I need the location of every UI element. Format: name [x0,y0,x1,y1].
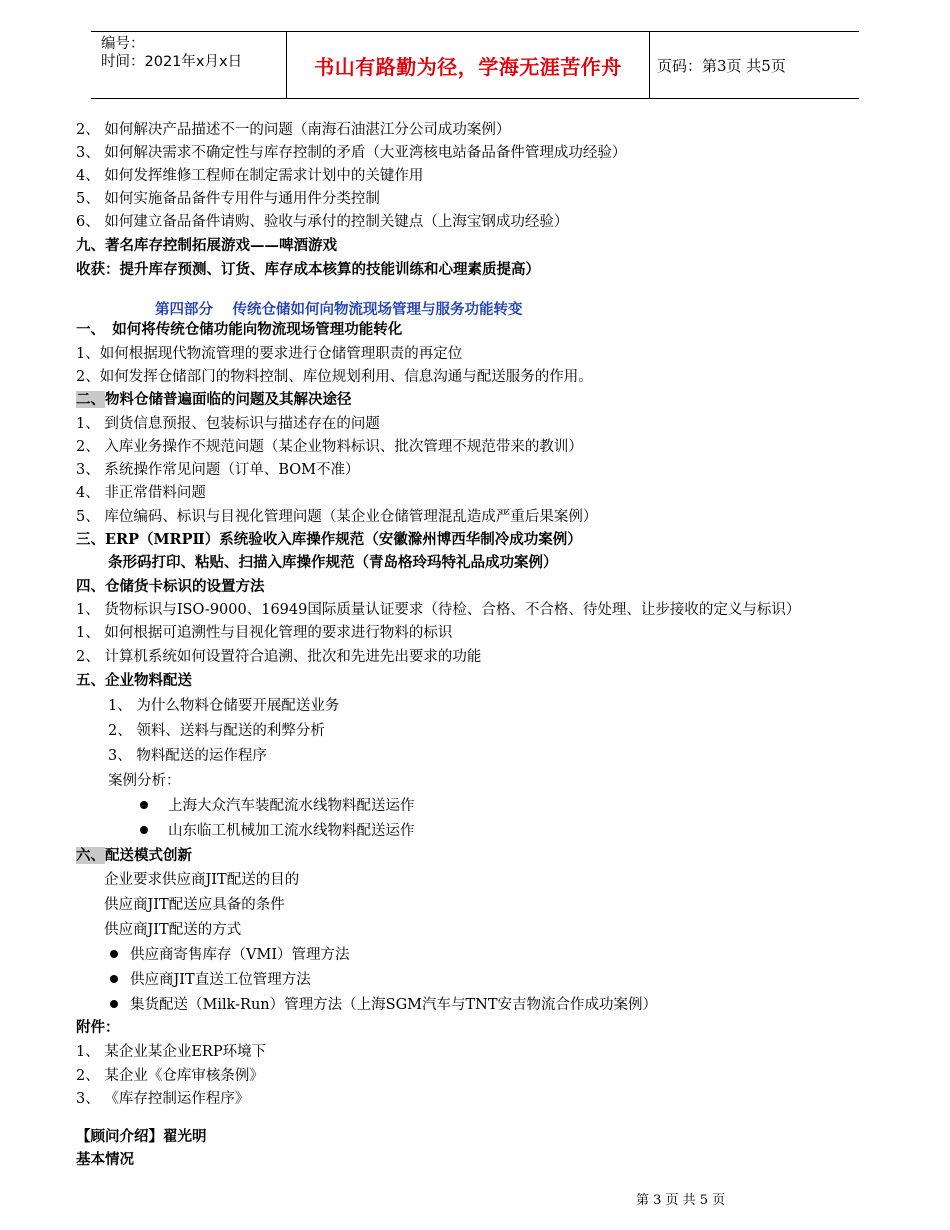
section-heading: 五、企业物料配送 [76,672,192,689]
section-heading: 九、著名库存控制拓展游戏——啤酒游戏 [76,237,337,254]
bullet-item [140,821,415,841]
list-item: 供应商JIT配送的方式 [104,922,242,938]
list-item: 3、 系统操作常见问题（订单、BOM不准） [76,462,360,478]
part-title: 第四部分 传统仓储如何向物流现场管理与服务功能转变 [155,301,523,318]
header-meta [91,32,286,98]
list-item: 供应商JIT配送应具备的条件 [104,897,285,913]
section-heading: 收获：提升库存预测、订货、库存成本核算的技能训练和心理素质提高） [76,261,540,278]
bullet-item [110,945,350,965]
page-info: 页码：第3页 共5页 [657,56,786,75]
list-item: 5、 如何实施备品备件专用件与通用件分类控制 [76,191,380,207]
bullet-item [110,995,657,1015]
section-heading [76,846,192,866]
bullet-dot-icon [110,975,118,983]
case-label: 案例分析： [108,773,181,789]
list-item: 2、 计算机系统如何设置符合追溯、批次和先进先出要求的功能 [76,649,482,665]
section-subheading: 条形码打印、粘贴、扫描入库操作规范（青岛格玲玛特礼品成功案例） [108,554,558,571]
section-heading: 三、ERP（MRPⅡ）系统验收入库操作规范（安徽滁州博西华制冷成功案例） [76,531,582,548]
list-item: 6、 如何建立备品备件请购、验收与承付的控制关键点（上海宝钢成功经验） [76,214,569,230]
consultant-heading: 【顾问介绍】翟光明 [76,1128,207,1145]
bullet-item [140,796,415,816]
list-item: 企业要求供应商JIT配送的目的 [104,872,300,888]
section-heading [76,390,352,410]
header-motto-cell [286,32,650,98]
list-item: 2、 领料、送料与配送的利弊分析 [108,723,325,739]
section-heading-text: 物料仓储普遍面临的问题及其解决途径 [105,391,352,408]
bullet-dot-icon [140,826,148,834]
list-item: 3、 物料配送的运作程序 [108,748,267,764]
section-number: 二、 [76,391,105,408]
bullet-dot-icon [140,801,148,809]
bullet-dot-icon [110,950,118,958]
list-item: 2、 某企业《仓库审核条例》 [76,1068,264,1084]
list-item: 4、 如何发挥维修工程师在制定需求计划中的关键作用 [76,168,424,184]
time-label: 时间：2021年x月x日 [101,54,243,70]
list-item: 2、 如何解决产品描述不一的问题（南海石油湛江分公司成功案例） [76,122,511,138]
list-item: 1、如何根据现代物流管理的要求进行仓储管理职责的再定位 [76,346,463,362]
section-heading-text: 配送模式创新 [105,847,192,864]
list-item: 5、 库位编码、标识与目视化管理问题（某企业仓储管理混乱造成严重后果案例） [76,509,598,525]
section-number: 六、 [76,847,105,864]
list-item: 1、 如何根据可追溯性与目视化管理的要求进行物料的标识 [76,625,453,641]
section-heading: 一、 如何将传统仓储功能向物流现场管理功能转化 [76,321,403,338]
list-item: 1、 某企业某企业ERP环境下 [76,1044,267,1060]
bullet-text: 山东临工机械加工流水线物料配送运作 [168,823,415,839]
list-item: 2、 入库业务操作不规范问题（某企业物料标识、批次管理不规范带来的教训） [76,439,583,455]
bullet-item [110,970,311,990]
list-item: 1、 货物标识与ISO-9000、16949国际质量认证要求（待检、合格、不合格、待处理、让步接收的定义与标识） [76,602,801,618]
header-page-cell [649,32,859,98]
bullet-text: 集货配送（Milk-Run）管理方法（上海SGM汽车与TNT安吉物流合作成功案例） [130,997,658,1013]
motto: 书山有路勤为径，学海无涯苦作舟 [314,54,622,79]
list-item: 1、 为什么物料仓储要开展配送业务 [108,698,340,714]
list-item: 3、 如何解决需求不确定性与库存控制的矛盾（大亚湾核电站备品备件管理成功经验） [76,145,627,161]
bullet-text: 供应商寄售库存（VMI）管理方法 [130,947,350,963]
page-header [91,31,859,99]
bullet-text: 上海大众汽车装配流水线物料配送运作 [168,798,415,814]
list-item: 4、 非正常借料问题 [76,485,206,501]
section-heading: 附件： [76,1019,120,1036]
bullet-text: 供应商JIT直送工位管理方法 [130,972,311,988]
list-item: 3、 《库存控制运作程序》 [76,1091,250,1107]
page-footer: 第 3 页 共 5 页 [636,1193,726,1208]
list-item: 2、如何发挥仓储部门的物料控制、库位规划利用、信息沟通与配送服务的作用。 [76,369,593,385]
section-heading: 基本情况 [76,1151,134,1168]
section-heading: 四、仓储货卡标识的设置方法 [76,578,265,595]
number-label: 编号： [101,36,145,52]
bullet-dot-icon [110,1000,118,1008]
list-item: 1、 到货信息预报、包装标识与描述存在的问题 [76,416,380,432]
